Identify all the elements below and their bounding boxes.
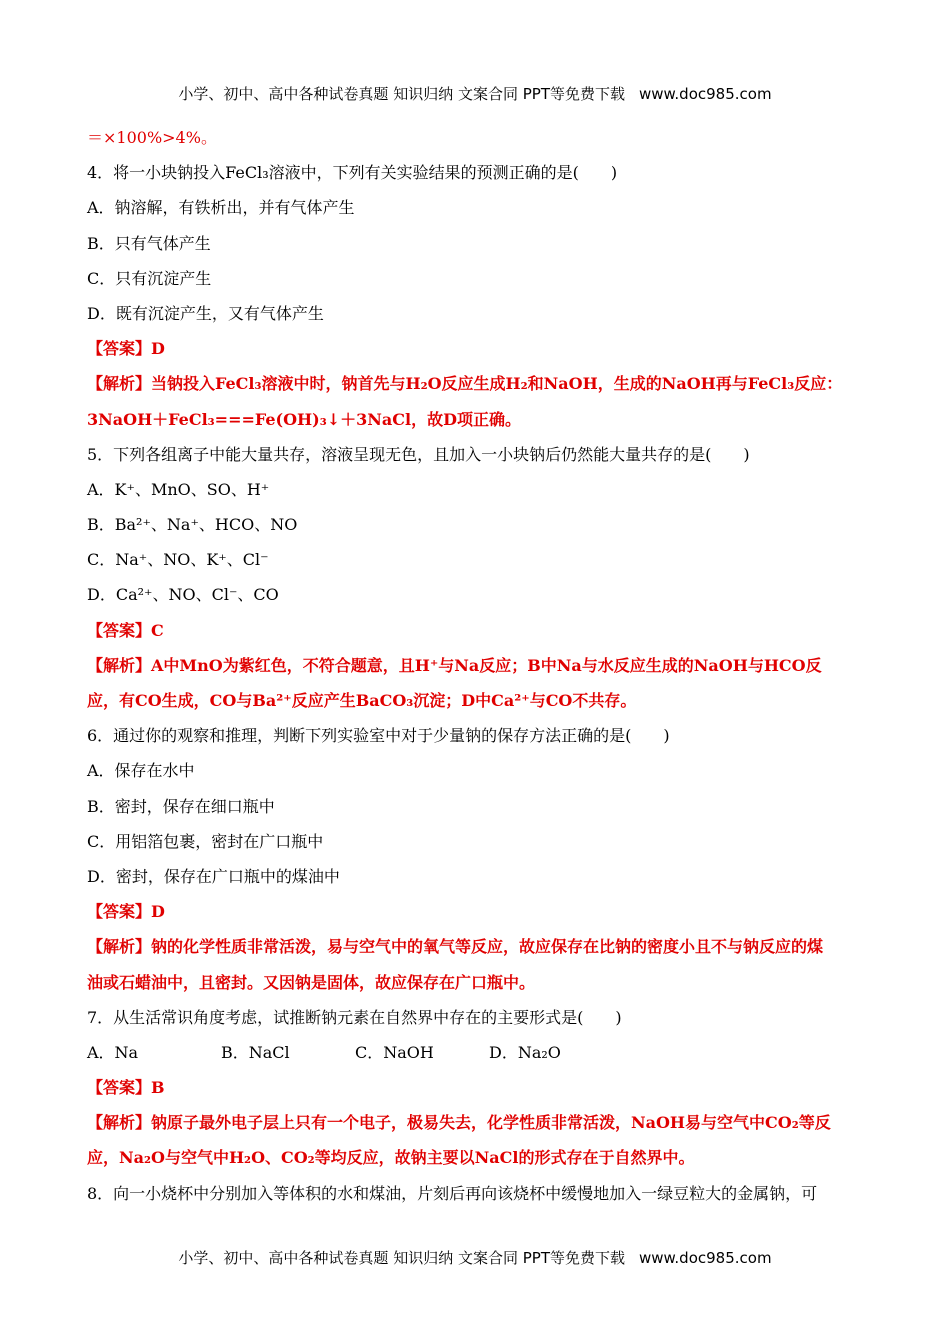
q7-options [87, 1035, 867, 1070]
q7-explanation-1: 【解析】钠原子最外电子层上只有一个电子，极易失去，化学性质非常活泼，NaOH易与空气中CO₂等反 [87, 1113, 831, 1133]
q5-option-a: A．K⁺、MnO、SO、H⁺ [87, 479, 270, 499]
page-footer [0, 1247, 950, 1268]
continued-line: ＝×100%>4%。 [87, 128, 217, 147]
header-text: 小学、初中、高中各种试卷真题 知识归纳 文案合同 PPT等免费下载 [178, 85, 625, 103]
q7-option-d: D．Na₂O [489, 1042, 561, 1062]
q6-explanation-1: 【解析】钠的化学性质非常活泼，易与空气中的氧气等反应，故应保存在比钠的密度小且不与钠反应的煤 [87, 937, 824, 957]
q6-option-c: C．用铝箔包裹，密封在广口瓶中 [87, 831, 324, 851]
q8-stem: 8．向一小烧杯中分别加入等体积的水和煤油，片刻后再向该烧杯中缓慢地加入一绿豆粒大的金属钠，可 [87, 1183, 818, 1203]
q7-stem: 7．从生活常识角度考虑，试推断钠元素在自然界中存在的主要形式是( ) [87, 1007, 622, 1027]
q6-explanation-2: 油或石蜡油中，且密封。又因钠是固体，故应保存在广口瓶中。 [87, 972, 536, 992]
header-site: www.doc985.com [638, 85, 772, 103]
q7-option-b: B．NaCl [221, 1042, 290, 1062]
q5-stem: 5．下列各组离子中能大量共存，溶液呈现无色，且加入一小块钠后仍然能大量共存的是( ) [87, 444, 750, 464]
q5-option-b: B．Ba²⁺、Na⁺、HCO、NO [87, 515, 298, 535]
q4-answer: 【答案】D [87, 339, 165, 359]
q6-answer: 【答案】D [87, 902, 165, 922]
q5-explanation-1: 【解析】A中MnO为紫红色，不符合题意，且H⁺与Na反应；B中Na与水反应生成的NaOH与HCO反 [87, 655, 822, 675]
q4-option-c: C．只有沉淀产生 [87, 268, 212, 288]
q6-stem: 6．通过你的观察和推理，判断下列实验室中对于少量钠的保存方法正确的是( ) [87, 726, 670, 746]
q7-option-c: C．NaOH [355, 1042, 434, 1062]
document-body [87, 120, 867, 1211]
q4-option-b: B．只有气体产生 [87, 233, 211, 253]
q5-explanation-2: 应，有CO生成，CO与Ba²⁺反应产生BaCO₃沉淀；D中Ca²⁺与CO不共存。 [87, 691, 637, 710]
footer-site: www.doc985.com [638, 1249, 772, 1267]
q4-option-a: A．钠溶解，有铁析出，并有气体产生 [87, 198, 355, 218]
q4-option-d: D．既有沉淀产生，又有气体产生 [87, 303, 324, 323]
q6-option-b: B．密封，保存在细口瓶中 [87, 796, 275, 816]
q4-stem: 4．将一小块钠投入FeCl₃溶液中，下列有关实验结果的预测正确的是( ) [87, 163, 618, 183]
q7-explanation-2: 应，Na₂O与空气中H₂O、CO₂等均反应，故钠主要以NaCl的形式存在于自然界中。 [87, 1148, 695, 1168]
q5-answer: 【答案】C [87, 620, 164, 640]
q5-option-d: D．Ca²⁺、NO、Cl⁻、CO [87, 585, 279, 605]
footer-text: 小学、初中、高中各种试卷真题 知识归纳 文案合同 PPT等免费下载 [178, 1249, 625, 1267]
q4-explanation-2: 3NaOH＋FeCl₃===Fe(OH)₃↓＋3NaCl，故D项正确。 [87, 409, 521, 429]
page-header [0, 83, 950, 104]
q7-answer: 【答案】B [87, 1078, 165, 1098]
q6-option-d: D．密封，保存在广口瓶中的煤油中 [87, 866, 340, 886]
q6-option-a: A．保存在水中 [87, 761, 195, 781]
q5-option-c: C．Na⁺、NO、K⁺、Cl⁻ [87, 550, 269, 570]
q4-explanation-1: 【解析】当钠投入FeCl₃溶液中时，钠首先与H₂O反应生成H₂和NaOH，生成的NaOH再与FeCl₃反应： [87, 374, 843, 394]
q7-option-a: A．Na [87, 1042, 139, 1062]
